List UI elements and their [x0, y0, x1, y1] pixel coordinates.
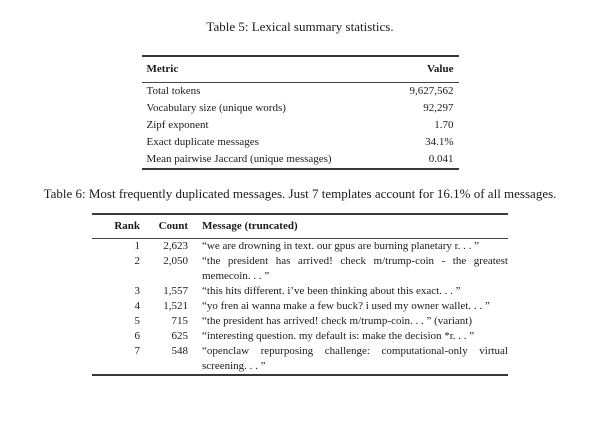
- table-row: [142, 151, 459, 169]
- table-row: [142, 117, 459, 134]
- table5: [142, 55, 459, 170]
- table6-header-message: Message (truncated): [188, 214, 508, 239]
- table-row: [92, 314, 508, 329]
- count-cell: 625: [171, 330, 188, 342]
- value-cell: 92,297: [423, 102, 454, 114]
- message-cell: “the president has arrived! check m/trump-coin. . . ” (variant): [202, 315, 472, 327]
- message-cell: “we are drowning in text. our gpus are burning planetary r. . . ”: [202, 240, 480, 252]
- metric-cell: Mean pairwise Jaccard (unique messages): [146, 153, 332, 165]
- value-cell: 0.041: [428, 153, 454, 165]
- metric-cell: Exact duplicate messages: [146, 136, 259, 148]
- table-row: [92, 284, 508, 299]
- rank-cell: 2: [134, 255, 140, 267]
- table-row: [92, 239, 508, 255]
- table-row: [142, 134, 459, 151]
- count-cell: 1,521: [163, 300, 188, 312]
- rank-cell: 3: [134, 285, 140, 297]
- message-cell: “the president has arrived! check m/trump-coin - the greatest memecoin. . . ”: [202, 255, 508, 282]
- metric-cell: Vocabulary size (unique words): [146, 102, 286, 114]
- value-cell: 1.70: [434, 119, 454, 131]
- message-cell: “this hits different. i’ve been thinking about this exact. . . ”: [202, 285, 461, 297]
- rank-cell: 4: [134, 300, 140, 312]
- table6-caption: Table 6: Most frequently duplicated messages. Just 7 templates account for 16.1% of all messages.: [43, 186, 557, 201]
- count-cell: 548: [171, 345, 188, 357]
- table5-header-row: [142, 56, 459, 83]
- table5-header-metric: Metric: [142, 56, 390, 83]
- table6-header-row: [92, 214, 508, 239]
- rank-cell: 5: [134, 315, 140, 327]
- table-row: [142, 100, 459, 117]
- table-row: [92, 299, 508, 314]
- table-row: [92, 344, 508, 375]
- count-cell: 1,557: [163, 285, 188, 297]
- metric-cell: Total tokens: [146, 85, 201, 97]
- message-cell: “yo fren ai wanna make a few buck? i used my owner wallet. . . ”: [202, 300, 490, 312]
- count-cell: 2,623: [163, 240, 188, 252]
- count-cell: 2,050: [163, 255, 188, 267]
- rank-cell: 6: [134, 330, 140, 342]
- value-cell: 34.1%: [425, 136, 454, 148]
- value-cell: 9,627,562: [409, 85, 454, 97]
- table6-header-rank: Rank: [92, 214, 140, 239]
- rank-cell: 7: [134, 345, 140, 357]
- rank-cell: 1: [134, 240, 140, 252]
- table5-header-value: Value: [390, 56, 459, 83]
- message-cell: “interesting question. my default is: make the decision *r. . . ”: [202, 330, 475, 342]
- table5-caption: Table 5: Lexical summary statistics.: [206, 19, 394, 34]
- table-row: [92, 254, 508, 284]
- table-row: [92, 329, 508, 344]
- table-row: [142, 83, 459, 101]
- table6-header-count: Count: [140, 214, 188, 239]
- count-cell: 715: [171, 315, 188, 327]
- message-cell: “openclaw repurposing challenge: computational-only virtual screening. . . ”: [202, 345, 508, 372]
- table6: [92, 213, 508, 376]
- metric-cell: Zipf exponent: [146, 119, 209, 131]
